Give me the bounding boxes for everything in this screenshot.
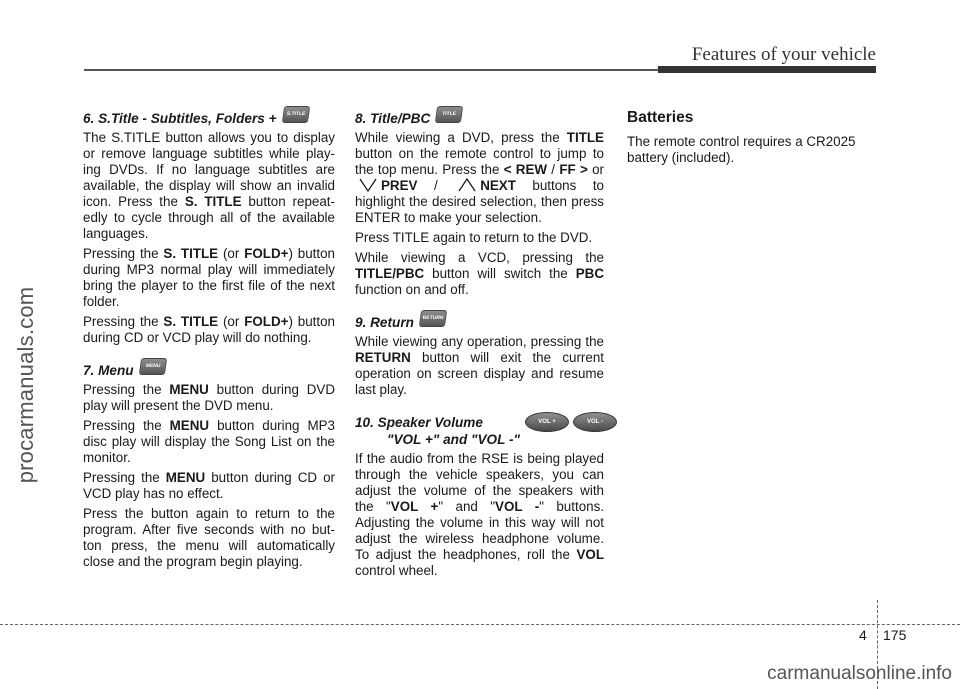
section-9-title: 9. Return RETURN: [355, 314, 604, 331]
section-9-para-1: While viewing any operation, pressing the RETURN button will exit the current operation on screen display and resume last play.: [355, 334, 604, 397]
chevron-up-icon: [458, 178, 476, 192]
section-8-para-2: Press TITLE again to return to the DVD.: [355, 230, 593, 245]
side-watermark-text: procarmanuals.com: [13, 286, 38, 484]
section-6-title: 6. S.Title - Subtitles, Folders + S.TITLE: [83, 110, 335, 127]
column-2: [355, 110, 604, 583]
section-7-para-4: Press the button again to return to the program. After five seconds with no but- ton press, the menu will automatically close and the program begin playing.: [83, 506, 335, 569]
column-3: [627, 110, 877, 170]
footer-rule: [0, 624, 960, 625]
section-10-title: 10. Speaker Volume "VOL +" and "VOL -" VOL + VOL -: [355, 414, 604, 448]
header-title: Features of your vehicle: [691, 44, 876, 65]
section-7-title: 7. Menu MENU: [83, 362, 335, 379]
stitle-button-icon: S.TITLE: [281, 106, 309, 123]
column-1: [83, 110, 335, 574]
batteries-para-1: The remote control requires a CR2025 battery (included).: [627, 134, 856, 165]
header-rule-accent: [658, 66, 876, 73]
section-6-para-1: The S.TITLE button allows you to display or remove language subtitles while play- ing DVDs. If no language subtitles are available, the display will show an invalid icon. Press the S. TITLE button repeat- edly to cycle through all of the available languages.: [83, 130, 335, 241]
chevron-down-icon: [359, 178, 377, 192]
vol-minus-button-icon: VOL -: [573, 412, 617, 432]
page-number: 175: [883, 627, 907, 643]
section-7-para-3: Pressing the MENU button during CD or VCD play has no effect.: [83, 470, 335, 501]
bottom-watermark: carmanualsonline.info: [767, 663, 952, 684]
batteries-title: Batteries: [627, 109, 694, 126]
section-6-para-2: Pressing the S. TITLE (or FOLD+) button during MP3 normal play will immediately bring the player to the first file of the next folder.: [83, 246, 335, 309]
section-7-para-1: Pressing the MENU button during DVD play will present the DVD menu.: [83, 382, 336, 413]
menu-button-icon: MENU: [138, 358, 166, 375]
vol-plus-button-icon: VOL +: [525, 412, 569, 432]
chapter-number: 4: [859, 627, 867, 643]
section-6-para-3: Pressing the S. TITLE (or FOLD+) button during CD or VCD play will do nothing.: [83, 314, 335, 345]
side-watermark: [6, 235, 46, 535]
return-button-icon: RETURN: [419, 310, 447, 327]
title-button-icon: TITLE: [435, 106, 463, 123]
section-8-title: 8. Title/PBC TITLE: [355, 110, 604, 127]
section-7-para-2: Pressing the MENU button during MP3 disc play will display the Song List on the monitor.: [83, 418, 335, 465]
section-10-para-1: If the audio from the RSE is being played through the vehicle speakers, you can adjust the volume of the speakers with the "VOL +" and "VOL -" buttons. Adjusting the volume in this way will not adjust the wireless headphone volume. To adjust the headphones, roll the VOL control wheel.: [355, 451, 605, 578]
section-8-para-1: While viewing a DVD, press the TITLE button on the remote control to jump to the top menu. Press the < REW / FF > or PREV / NEXT buttons to highlight the desired selection, then press ENTER to make your selection.: [355, 130, 604, 225]
section-8-para-3: While viewing a VCD, pressing the TITLE/PBC button will switch the PBC function on and off.: [355, 250, 604, 297]
